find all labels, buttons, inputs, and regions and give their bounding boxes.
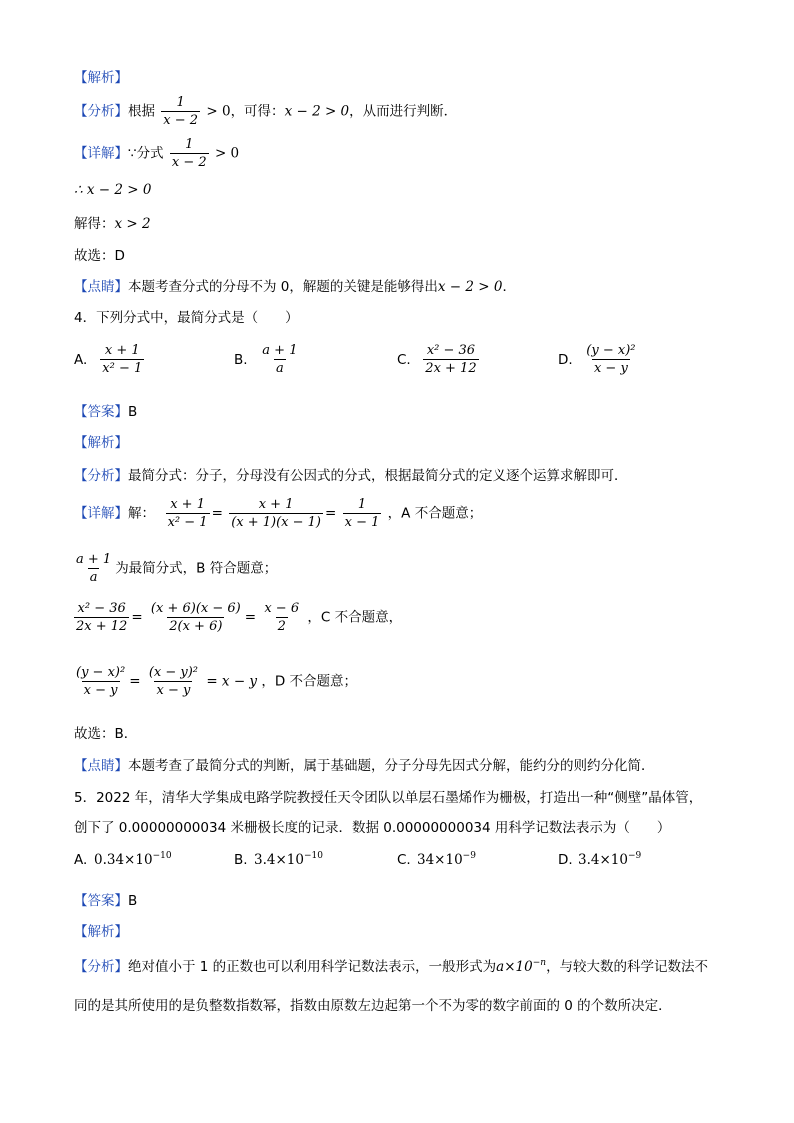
q3-dianjing-line bbox=[74, 275, 516, 295]
q5-option-d-mantissa: 3.4×10 bbox=[578, 852, 628, 868]
q3-xiangjie-frac-den: x − 2 bbox=[171, 155, 207, 170]
q4-line-a-frac-3 bbox=[343, 496, 382, 531]
q4-line-c-f3-num: x − 6 bbox=[264, 601, 300, 616]
q4-line-c-f2-num: (x + 6)(x − 6) bbox=[150, 601, 241, 616]
q4-line-a-f1-den: x² − 1 bbox=[167, 515, 208, 530]
q4-line-d-frac-2 bbox=[147, 664, 200, 699]
q4-fenxi-text: 最简分式：分子，分母没有公因式的分式，根据最简分式的定义逐个运算求解即可． bbox=[128, 468, 628, 484]
q4-option-c-den: 2x + 12 bbox=[425, 361, 477, 376]
q5-fenxi-line-1 bbox=[74, 955, 708, 975]
q5-option-c bbox=[397, 851, 476, 868]
q5-fenxi-text-a: 绝对值小于 1 的正数也可以利用科学记数法表示，一般形式为 bbox=[128, 959, 497, 975]
q5-option-d-label: D. bbox=[558, 852, 573, 868]
q5-option-b bbox=[234, 851, 323, 868]
q4-option-d-num: (y − x)² bbox=[586, 343, 636, 358]
q4-option-b bbox=[234, 342, 301, 377]
q4-option-b-label: B. bbox=[234, 351, 248, 368]
q4-option-c-fraction bbox=[423, 342, 478, 377]
q4-line-d: $\frac{\text{(y − x)²}}{x - y}$ = $\frac{\text{(x − y)²}}{x - y}$ = x − y ，D 不合题意； bbox=[76, 665, 358, 698]
q4-xiangjie-tag: 【详解】 bbox=[74, 505, 128, 522]
q4-option-b-fraction bbox=[260, 342, 299, 377]
q3-xiangjie-line bbox=[74, 136, 239, 171]
q3-dianjing-tag: 【点睛】 bbox=[74, 279, 128, 295]
q5-option-b-exponent: −10 bbox=[303, 851, 323, 861]
q4-line-c-f2-den: 2(x + 6) bbox=[169, 619, 223, 634]
q5-option-a bbox=[74, 851, 172, 868]
q4-line-c-tail: ，C 不合题意， bbox=[307, 609, 403, 626]
q3-fenxi-text-c: ，从而进行判断． bbox=[349, 103, 458, 120]
q4-line-c-f1-den: 2x + 12 bbox=[76, 619, 128, 634]
q5-option-c-mantissa: 34×10 bbox=[417, 852, 463, 868]
q3-xiangjie-frac-num: 1 bbox=[185, 137, 194, 152]
q4-line-b-num: a + 1 bbox=[76, 552, 112, 567]
q4-line-c-frac-2 bbox=[149, 600, 243, 635]
q3-guxuan: 故选：D bbox=[74, 248, 125, 264]
q5-fenxi-form-exponent: −n bbox=[532, 958, 547, 968]
q4-option-b-num: a + 1 bbox=[262, 343, 298, 358]
q5-jiexi-label: 【解析】 bbox=[74, 924, 128, 940]
q4-xiangjie-line-a: 【详解】解： $\frac{x + 1}{\text{x² − 1}}$ = $\frac{x + 1}{(x + 1)(x - 1)}$ = $\frac{1}{x - 1}$ ，A 不合题意； bbox=[74, 497, 483, 530]
q5-question-line-1: 5．2022 年，清华大学集成电路学院教授任天令团队以单层石墨烯作为栅极，打造出一种“侧壁”晶体管， bbox=[74, 790, 703, 806]
q4-line-a-frac-2 bbox=[229, 496, 323, 531]
q4-jiexi-label: 【解析】 bbox=[74, 435, 128, 451]
q5-option-d-exponent: −9 bbox=[627, 851, 642, 861]
q4-line-c-frac-1 bbox=[74, 600, 129, 635]
q5-fenxi-form: a×10 bbox=[496, 959, 533, 975]
q4-option-d-label: D. bbox=[558, 351, 573, 368]
q5-fenxi-text-b: ，与较大数的科学记数法不 bbox=[546, 959, 709, 975]
q3-xiangjie-gt: > 0 bbox=[214, 145, 240, 162]
q4-fenxi-line bbox=[74, 464, 628, 484]
q5-option-d bbox=[558, 851, 641, 868]
q4-line-d-tail: ，D 不合题意； bbox=[261, 673, 358, 690]
q3-fenxi-fraction bbox=[161, 94, 200, 129]
q3-xiangjie-tag: 【详解】 bbox=[74, 145, 128, 162]
q3-jiede-line bbox=[74, 212, 151, 232]
q3-jiexi-label: 【解析】 bbox=[74, 70, 128, 86]
q4-daan-value: B bbox=[128, 404, 138, 420]
q4-line-a-frac-1 bbox=[166, 496, 210, 531]
q4-line-c: $\frac{\text{x² − 36}}{2x + 12}$ = $\frac{(x + 6)(x - 6)}{2(x + 6)}$ = $\frac{x - 6}{2}$ ，C 不合题意， bbox=[76, 601, 403, 634]
q5-daan-line bbox=[74, 889, 137, 909]
q4-line-a-f3-num: 1 bbox=[357, 497, 367, 512]
q3-fenxi-tag: 【分析】 bbox=[74, 103, 128, 120]
q4-line-d-frac-1 bbox=[74, 664, 127, 699]
q4-line-d-f2-den: x − y bbox=[156, 683, 191, 698]
q4-line-a-tail: ，A 不合题意； bbox=[387, 505, 483, 522]
q5-question-line-2: 创下了 0.00000000034 米栅极长度的记录．数据 0.00000000034 用科学记数法表示为（ ） bbox=[74, 820, 671, 836]
q4-line-c-frac-3 bbox=[262, 600, 301, 635]
q4-dianjing-line bbox=[74, 754, 655, 774]
q3-fenxi-text-b: ，可得： bbox=[230, 103, 285, 120]
q4-guxuan: 故选：B． bbox=[74, 726, 138, 742]
q4-daan-line bbox=[74, 400, 137, 420]
q4-line-b bbox=[74, 551, 277, 586]
q4-line-c-f1-num: x² − 36 bbox=[77, 601, 126, 616]
q5-daan-value: B bbox=[128, 893, 138, 909]
q4-line-c-f3-den: 2 bbox=[277, 619, 286, 634]
q3-therefore-line: ∴ x − 2 > 0 bbox=[74, 182, 152, 198]
q3-fenxi-gt: > 0 bbox=[206, 103, 231, 120]
q4-line-b-den: a bbox=[89, 570, 98, 585]
q3-fenxi-text-a: 根据 bbox=[128, 103, 155, 120]
q3-fenxi-frac-den: x − 2 bbox=[163, 113, 199, 128]
q5-option-a-exponent: −10 bbox=[152, 851, 172, 861]
q4-option-c-label: C. bbox=[397, 351, 411, 368]
q3-dianjing-text: 本题考查分式的分母不为 0，解题的关键是能够得出 bbox=[128, 279, 438, 295]
q3-jiede-expr: x > 2 bbox=[114, 216, 151, 232]
q4-line-a-f1-num: x + 1 bbox=[170, 497, 205, 512]
q4-xiangjie-prefix: 解： bbox=[128, 505, 155, 522]
q4-line-d-f2-num: (x − y)² bbox=[148, 665, 199, 680]
q5-option-a-mantissa: 0.34×10 bbox=[94, 852, 153, 868]
q3-fenxi-frac-num: 1 bbox=[176, 95, 185, 110]
q4-line-b-frac bbox=[74, 551, 113, 586]
q4-option-a-fraction bbox=[100, 342, 144, 377]
q4-option-d bbox=[558, 342, 640, 377]
q4-daan-tag: 【答案】 bbox=[74, 404, 128, 420]
q5-option-c-label: C. bbox=[397, 852, 411, 868]
q4-option-a bbox=[74, 342, 146, 377]
q4-line-a-f2-num: x + 1 bbox=[258, 497, 294, 512]
q4-option-c bbox=[397, 342, 481, 377]
q4-option-b-den: a bbox=[276, 361, 284, 376]
q3-fenxi-expr: x − 2 > 0 bbox=[284, 103, 350, 120]
q4-option-a-num: x + 1 bbox=[104, 343, 140, 358]
q3-xiangjie-text: ∵分式 bbox=[128, 145, 164, 162]
q5-fenxi-line-2: 同的是其所使用的是负整数指数幂，指数由原数左边起第一个不为零的数字前面的 0 的个数所决定． bbox=[74, 998, 672, 1014]
q3-fenxi-line bbox=[74, 94, 457, 129]
q3-dianjing-end: ． bbox=[502, 279, 516, 295]
q5-option-b-mantissa: 3.4×10 bbox=[254, 852, 304, 868]
q4-dianjing-tag: 【点睛】 bbox=[74, 758, 128, 774]
q5-option-a-label: A. bbox=[74, 852, 88, 868]
q4-option-a-label: A. bbox=[74, 351, 88, 368]
q4-line-a-f3-den: x − 1 bbox=[344, 515, 380, 530]
q4-line-d-f1-num: (y − x)² bbox=[76, 665, 126, 680]
q4-question: 4．下列分式中，最简分式是（ ） bbox=[74, 310, 299, 326]
q4-option-a-den: x² − 1 bbox=[102, 361, 143, 376]
q5-daan-tag: 【答案】 bbox=[74, 893, 128, 909]
q3-dianjing-expr: x − 2 > 0 bbox=[437, 279, 503, 295]
q4-line-b-tail: 为最简分式，B 符合题意； bbox=[115, 560, 278, 577]
q5-fenxi-tag: 【分析】 bbox=[74, 959, 128, 975]
q5-option-b-label: B. bbox=[234, 852, 248, 868]
q4-option-c-num: x² − 36 bbox=[426, 343, 476, 358]
q4-line-d-f1-den: x − y bbox=[83, 683, 118, 698]
q4-option-d-den: x − y bbox=[593, 361, 628, 376]
q4-option-d-fraction bbox=[584, 342, 637, 377]
q3-xiangjie-fraction bbox=[170, 136, 209, 171]
q4-line-a-f2-den: (x + 1)(x − 1) bbox=[231, 515, 321, 530]
q4-dianjing-text: 本题考查了最简分式的判断，属于基础题，分子分母先因式分解，能约分的则约分化简． bbox=[128, 758, 655, 774]
q4-fenxi-tag: 【分析】 bbox=[74, 468, 128, 484]
q3-jiede-label: 解得： bbox=[74, 216, 115, 232]
q4-line-d-rhs: = x − y bbox=[206, 673, 258, 690]
q5-option-c-exponent: −9 bbox=[462, 851, 476, 861]
